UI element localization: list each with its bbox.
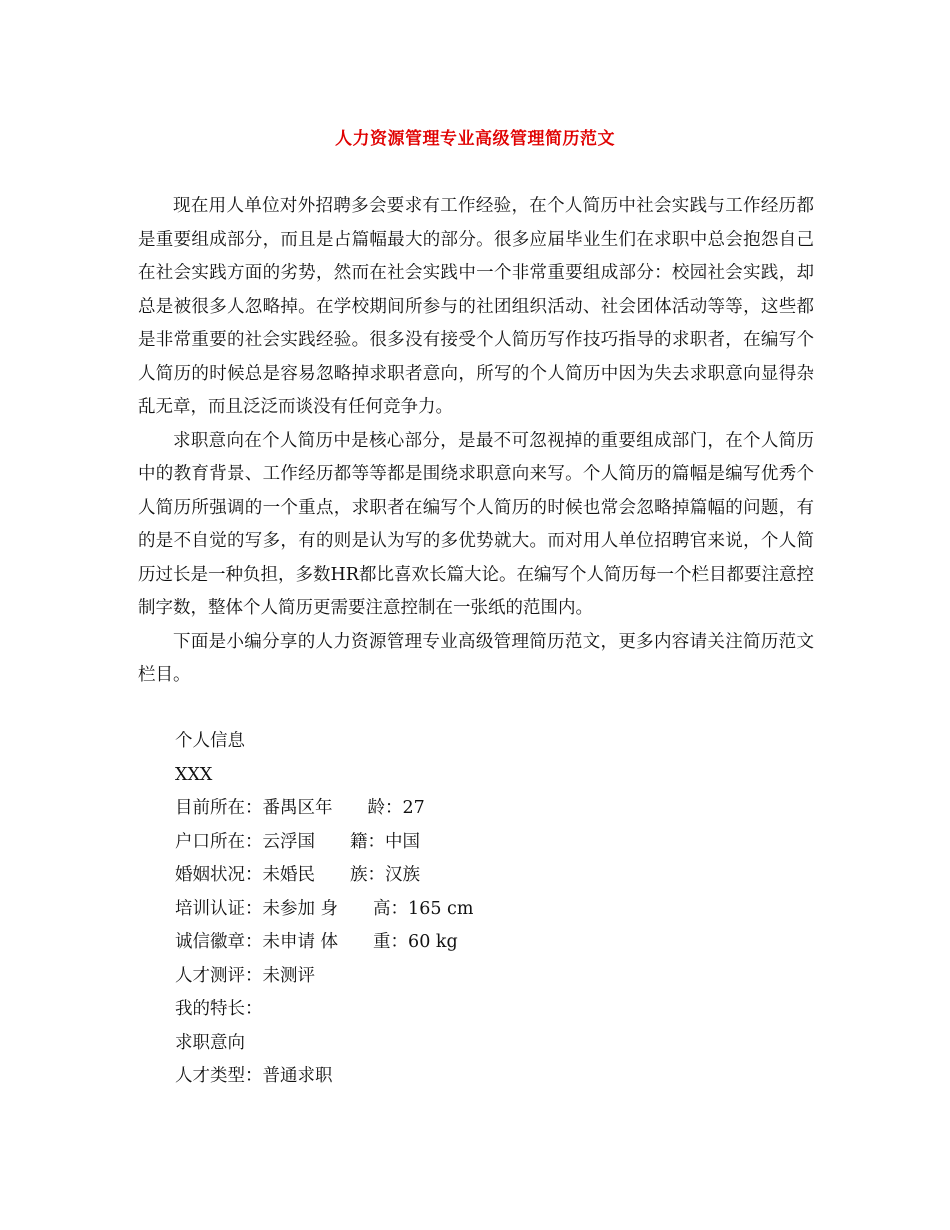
info-hukou-nationality: 户口所在：云浮国 籍：中国	[175, 831, 420, 852]
section-heading-personal-info: 个人信息	[175, 731, 245, 751]
paragraph-job-intention: 求职意向在个人简历中是核心部分，是最不可忽视掉的重要组成部门，在个人简历中的教育背景、工作经历都等等都是围绕求职意向来写。个人简历的篇幅是编写优秀个人简历所强调的一个重点，求职者在编写个人简历的时候也常会忽略掉篇幅的问题，有的是不自觉的写多，有的则是认为写的多优势就大。而对用人单位招聘官来说，个人简历过长是一种负担，多数HR都比喜欢长篇大论。在编写个人简历每一个栏目都要注意控制字数，整体个人简历更需要注意控制在一张纸的范围内。	[138, 430, 814, 618]
paragraph-intro: 现在用人单位对外招聘多会要求有工作经验，在个人简历中社会实践与工作经历都是重要组成部分，而且是占篇幅最大的部分。很多应届毕业生们在求职中总会抱怨自己在社会实践方面的劣势，然而在社会实践中一个非常重要组成部分：校园社会实践，却总是被很多人忽略掉。在学校期间所参与的社团组织活动、社会团体活动等等，这些都是非常重要的社会实践经验。很多没有接受个人简历写作技巧指导的求职者，在编写个人简历的时候总是容易忽略掉求职者意向，所写的个人简历中因为失去求职意向显得杂乱无章，而且泛泛而谈没有任何竞争力。	[138, 196, 814, 417]
section-heading-job-intention: 求职意向	[175, 1032, 245, 1053]
info-badge-weight: 诚信徽章：未申请 体 重：60 kg	[175, 932, 458, 952]
info-training-height: 培训认证：未参加 身 高：165 cm	[175, 898, 474, 919]
info-assessment: 人才测评：未测评	[175, 965, 315, 986]
info-talent-type: 人才类型：普通求职	[175, 1066, 333, 1086]
page-title: 人力资源管理专业高级管理简历范文	[335, 129, 615, 149]
info-location-age: 目前所在：番禺区年 龄：27	[175, 798, 425, 818]
document-body	[138, 190, 814, 693]
info-specialty: 我的特长：	[175, 999, 263, 1019]
info-name: XXX	[175, 764, 213, 785]
paragraph-more-info: 下面是小编分享的人力资源管理专业高级管理简历范文，更多内容请关注简历范文栏目。	[138, 631, 814, 685]
info-marital-ethnicity: 婚姻状况：未婚民 族：汉族	[175, 865, 420, 885]
personal-info-section	[175, 725, 815, 1094]
